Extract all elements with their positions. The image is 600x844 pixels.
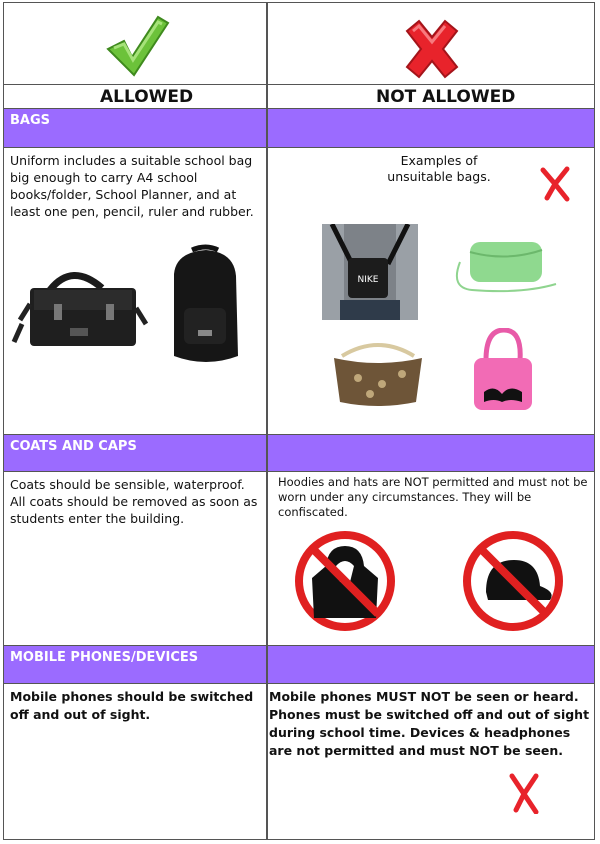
svg-text:NIKE: NIKE <box>357 275 379 285</box>
section-title-mobile: MOBILE PHONES/DEVICES <box>10 650 199 665</box>
section-content-coats <box>4 471 594 645</box>
not-allowed-header: NOT ALLOWED <box>376 87 516 107</box>
check-icon <box>104 13 170 77</box>
green-handbag-image <box>452 232 562 296</box>
monogram-pouch-image <box>328 338 428 410</box>
bags-not-allowed-line2: unsuitable bags. <box>387 169 491 184</box>
no-cap-icon <box>458 526 568 636</box>
no-hoodie-icon <box>290 526 400 636</box>
satchel-bag-image <box>10 260 148 358</box>
section-title-coats: COATS AND CAPS <box>10 439 137 454</box>
policy-table <box>3 2 595 840</box>
shoulder-bag-image <box>322 224 418 320</box>
section-content-mobile <box>4 683 594 841</box>
coats-not-allowed-text: Hoodies and hats are NOT permitted and must not be worn under any circumstances. They will be confiscated. <box>278 475 588 519</box>
header-row <box>4 84 594 108</box>
bags-not-allowed-line1: Examples of <box>400 153 478 168</box>
cross-icon <box>399 17 465 81</box>
small-cross-icon <box>506 772 542 814</box>
section-band-coats <box>4 434 594 471</box>
section-band-bags <box>4 108 594 147</box>
mobile-allowed-text: Mobile phones should be switched off and out of sight. <box>10 689 254 722</box>
bags-allowed-text: Uniform includes a suitable school bag big enough to carry A4 school books/folder, School Planner, and at least one pen, pencil, ruler and rubber. <box>10 153 254 219</box>
mobile-not-allowed-text: Mobile phones MUST NOT be seen or heard. Phones must be switched off and out of sight during school time. Devices & headphones are not permitted and must NOT be seen. <box>269 689 590 758</box>
section-title-bags: BAGS <box>10 113 51 128</box>
section-content-bags <box>4 147 594 434</box>
small-cross-icon <box>537 166 573 202</box>
section-band-mobile <box>4 645 594 683</box>
backpack-image <box>162 244 248 368</box>
pink-bag-image <box>470 328 536 414</box>
coats-allowed-text: Coats should be sensible, waterproof. All coats should be removed as soon as students enter the building. <box>10 477 258 526</box>
allowed-header: ALLOWED <box>100 87 194 107</box>
